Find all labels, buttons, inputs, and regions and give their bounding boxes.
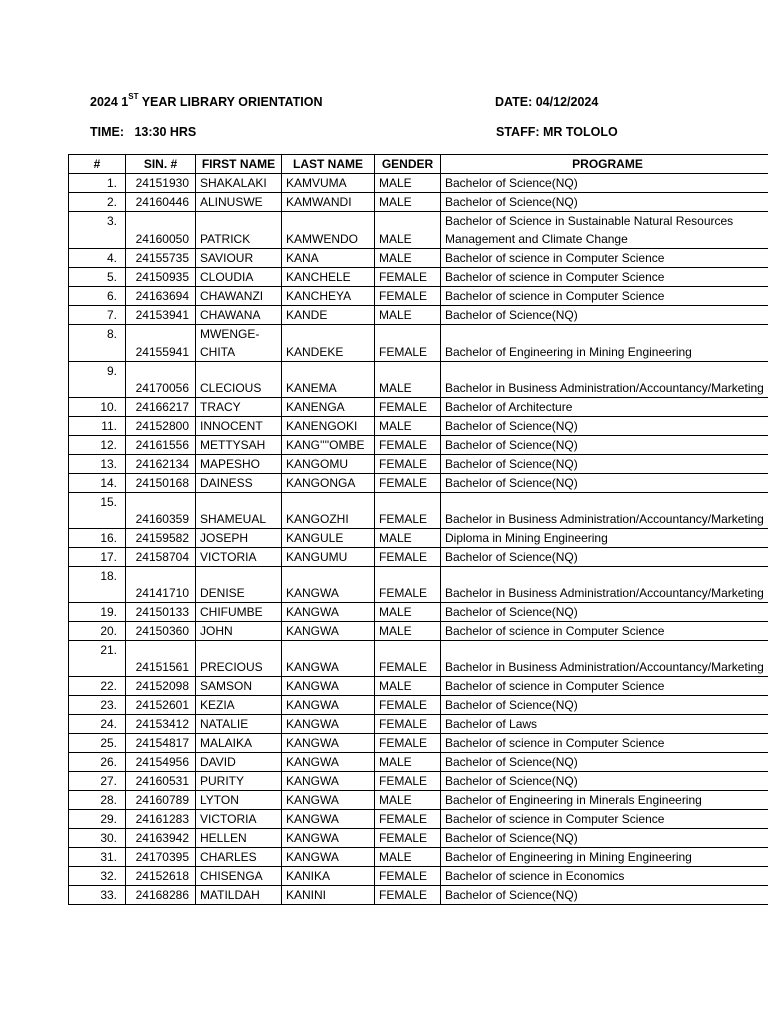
sin-cell: 24160359: [126, 493, 196, 529]
programme-cell: Bachelor of Science(NQ): [441, 474, 768, 493]
sin-cell: 24158704: [126, 548, 196, 567]
row-number: 32.: [69, 867, 126, 886]
row-number: 3.: [69, 212, 126, 249]
first-name-cell: CLOUDIA: [196, 268, 282, 287]
last-name-cell: KANGWA: [282, 753, 375, 772]
row-number: 19.: [69, 603, 126, 622]
programme-cell: Bachelor in Business Administration/Accountancy/Marketing: [441, 641, 768, 677]
gender-cell: MALE: [375, 362, 441, 398]
row-number: 20.: [69, 622, 126, 641]
first-name-cell: JOSEPH: [196, 529, 282, 548]
last-name-cell: KANGUMU: [282, 548, 375, 567]
gender-cell: MALE: [375, 791, 441, 810]
row-number: 13.: [69, 455, 126, 474]
gender-cell: FEMALE: [375, 493, 441, 529]
sin-cell: 24151561: [126, 641, 196, 677]
sin-cell: 24152800: [126, 417, 196, 436]
row-number: 30.: [69, 829, 126, 848]
programme-cell: Bachelor of Science(NQ): [441, 696, 768, 715]
programme-cell: Bachelor of Science(NQ): [441, 417, 768, 436]
table-row: [69, 677, 768, 696]
table-row: [69, 193, 768, 212]
last-name-cell: KANGWA: [282, 829, 375, 848]
table-row: [69, 734, 768, 753]
programme-cell: Bachelor of Science(NQ): [441, 548, 768, 567]
last-name-cell: KANGWA: [282, 567, 375, 603]
table-row: [69, 848, 768, 867]
table-row: [69, 325, 768, 362]
sin-cell: 24154956: [126, 753, 196, 772]
last-name-cell: KANGOMU: [282, 455, 375, 474]
first-name-cell: CHIFUMBE: [196, 603, 282, 622]
table-row: [69, 268, 768, 287]
last-name-cell: KANDEKE: [282, 325, 375, 362]
programme-cell: Bachelor of Engineering in Mining Engineering: [441, 325, 768, 362]
row-number: 4.: [69, 249, 126, 268]
student-table: [68, 154, 768, 905]
gender-cell: MALE: [375, 212, 441, 249]
gender-cell: MALE: [375, 174, 441, 193]
row-number: 17.: [69, 548, 126, 567]
row-number: 18.: [69, 567, 126, 603]
sin-cell: 24161283: [126, 810, 196, 829]
row-number: 25.: [69, 734, 126, 753]
first-name-cell: HELLEN: [196, 829, 282, 848]
programme-cell: Bachelor of science in Computer Science: [441, 677, 768, 696]
staff-name: STAFF: MR TOLOLO: [496, 125, 618, 139]
programme-cell: Bachelor of Science(NQ): [441, 174, 768, 193]
programme-cell: Bachelor of science in Computer Science: [441, 268, 768, 287]
sin-cell: 24151930: [126, 174, 196, 193]
sin-cell: 24152601: [126, 696, 196, 715]
session-time: TIME: 13:30 HRS: [90, 125, 197, 139]
row-number: 7.: [69, 306, 126, 325]
table-row: [69, 174, 768, 193]
programme-cell: Bachelor of Science(NQ): [441, 603, 768, 622]
row-number: 15.: [69, 493, 126, 529]
table-body: [69, 174, 768, 905]
row-number: 2.: [69, 193, 126, 212]
table-row: [69, 753, 768, 772]
first-name-cell: NATALIE: [196, 715, 282, 734]
gender-cell: FEMALE: [375, 325, 441, 362]
row-number: 12.: [69, 436, 126, 455]
last-name-cell: KANEMA: [282, 362, 375, 398]
gender-cell: FEMALE: [375, 455, 441, 474]
gender-cell: MALE: [375, 417, 441, 436]
first-name-cell: MAPESHO: [196, 455, 282, 474]
sin-cell: 24150133: [126, 603, 196, 622]
first-name-cell: CHARLES: [196, 848, 282, 867]
gender-cell: MALE: [375, 306, 441, 325]
table-row: [69, 493, 768, 529]
last-name-cell: KANGONGA: [282, 474, 375, 493]
table-row: [69, 455, 768, 474]
sin-cell: 24155941: [126, 325, 196, 362]
last-name-cell: KAMVUMA: [282, 174, 375, 193]
gender-cell: MALE: [375, 249, 441, 268]
programme-cell: Bachelor in Business Administration/Accountancy/Marketing: [441, 567, 768, 603]
row-number: 21.: [69, 641, 126, 677]
row-number: 9.: [69, 362, 126, 398]
sin-cell: 24163942: [126, 829, 196, 848]
first-name-cell: CLECIOUS: [196, 362, 282, 398]
programme-cell: Bachelor of Laws: [441, 715, 768, 734]
table-row: [69, 529, 768, 548]
first-name-cell: SAMSON: [196, 677, 282, 696]
programme-cell: Bachelor in Business Administration/Accountancy/Marketing: [441, 493, 768, 529]
gender-cell: FEMALE: [375, 696, 441, 715]
document-title: 2024 1ST YEAR LIBRARY ORIENTATION: [90, 92, 323, 109]
row-number: 10.: [69, 398, 126, 417]
programme-cell: Diploma in Mining Engineering: [441, 529, 768, 548]
programme-cell: Bachelor of science in Computer Science: [441, 810, 768, 829]
last-name-cell: KANGWA: [282, 622, 375, 641]
gender-cell: MALE: [375, 677, 441, 696]
programme-cell: Bachelor of Science(NQ): [441, 455, 768, 474]
sin-cell: 24170395: [126, 848, 196, 867]
programme-cell: Bachelor of Science(NQ): [441, 753, 768, 772]
first-name-cell: CHAWANZI: [196, 287, 282, 306]
last-name-cell: KAMWENDO: [282, 212, 375, 249]
first-name-cell: JOHN: [196, 622, 282, 641]
table-row: [69, 306, 768, 325]
row-number: 1.: [69, 174, 126, 193]
last-name-cell: KANIKA: [282, 867, 375, 886]
table-row: [69, 641, 768, 677]
first-name-cell: MATILDAH: [196, 886, 282, 905]
programme-cell: Bachelor of Engineering in Mining Engineering: [441, 848, 768, 867]
gender-cell: MALE: [375, 622, 441, 641]
column-header-number: #: [69, 155, 126, 174]
sin-cell: 24159582: [126, 529, 196, 548]
gender-cell: FEMALE: [375, 548, 441, 567]
gender-cell: FEMALE: [375, 287, 441, 306]
last-name-cell: KANGWA: [282, 603, 375, 622]
table-row: [69, 567, 768, 603]
table-row: [69, 249, 768, 268]
row-number: 5.: [69, 268, 126, 287]
table-row: [69, 417, 768, 436]
table-row: [69, 886, 768, 905]
last-name-cell: KANCHELE: [282, 268, 375, 287]
sin-cell: 24141710: [126, 567, 196, 603]
programme-cell: Bachelor of science in Computer Science: [441, 249, 768, 268]
first-name-cell: CHAWANA: [196, 306, 282, 325]
last-name-cell: KANDE: [282, 306, 375, 325]
first-name-cell: DAVID: [196, 753, 282, 772]
row-number: 11.: [69, 417, 126, 436]
programme-cell: Bachelor of Science(NQ): [441, 306, 768, 325]
last-name-cell: KANGWA: [282, 677, 375, 696]
first-name-cell: PATRICK: [196, 212, 282, 249]
first-name-cell: MALAIKA: [196, 734, 282, 753]
programme-cell: Bachelor of science in Computer Science: [441, 622, 768, 641]
sin-cell: 24170056: [126, 362, 196, 398]
table-row: [69, 398, 768, 417]
sin-cell: 24150168: [126, 474, 196, 493]
gender-cell: MALE: [375, 529, 441, 548]
sin-cell: 24163694: [126, 287, 196, 306]
column-header-first-name: FIRST NAME: [196, 155, 282, 174]
gender-cell: FEMALE: [375, 886, 441, 905]
table-header-row: [69, 155, 768, 174]
gender-cell: MALE: [375, 753, 441, 772]
first-name-cell: PURITY: [196, 772, 282, 791]
gender-cell: MALE: [375, 603, 441, 622]
table-row: [69, 287, 768, 306]
sin-cell: 24150360: [126, 622, 196, 641]
last-name-cell: KANG''''OMBE: [282, 436, 375, 455]
row-number: 24.: [69, 715, 126, 734]
programme-cell: Bachelor of Architecture: [441, 398, 768, 417]
column-header-last-name: LAST NAME: [282, 155, 375, 174]
table-row: [69, 696, 768, 715]
last-name-cell: KANGWA: [282, 696, 375, 715]
sin-cell: 24168286: [126, 886, 196, 905]
last-name-cell: KANGWA: [282, 810, 375, 829]
gender-cell: FEMALE: [375, 810, 441, 829]
first-name-cell: PRECIOUS: [196, 641, 282, 677]
gender-cell: FEMALE: [375, 268, 441, 287]
programme-cell: Bachelor of science in Computer Science: [441, 287, 768, 306]
last-name-cell: KANA: [282, 249, 375, 268]
last-name-cell: KANGWA: [282, 734, 375, 753]
first-name-cell: SAVIOUR: [196, 249, 282, 268]
table-row: [69, 867, 768, 886]
first-name-cell: MWENGE-CHITA: [196, 325, 282, 362]
gender-cell: MALE: [375, 193, 441, 212]
gender-cell: FEMALE: [375, 715, 441, 734]
last-name-cell: KANGOZHI: [282, 493, 375, 529]
table-row: [69, 212, 768, 249]
first-name-cell: TRACY: [196, 398, 282, 417]
first-name-cell: VICTORIA: [196, 810, 282, 829]
first-name-cell: DENISE: [196, 567, 282, 603]
row-number: 27.: [69, 772, 126, 791]
column-header-programme: PROGRAME: [441, 155, 768, 174]
table-row: [69, 791, 768, 810]
gender-cell: FEMALE: [375, 398, 441, 417]
table-row: [69, 603, 768, 622]
first-name-cell: SHAMEUAL: [196, 493, 282, 529]
first-name-cell: DAINESS: [196, 474, 282, 493]
first-name-cell: ALINUSWE: [196, 193, 282, 212]
sin-cell: 24162134: [126, 455, 196, 474]
sin-cell: 24150935: [126, 268, 196, 287]
last-name-cell: KANGWA: [282, 641, 375, 677]
gender-cell: FEMALE: [375, 829, 441, 848]
first-name-cell: LYTON: [196, 791, 282, 810]
gender-cell: FEMALE: [375, 567, 441, 603]
first-name-cell: KEZIA: [196, 696, 282, 715]
row-number: 22.: [69, 677, 126, 696]
column-header-gender: GENDER: [375, 155, 441, 174]
last-name-cell: KANGWA: [282, 772, 375, 791]
table-row: [69, 548, 768, 567]
column-header-sin: SIN. #: [126, 155, 196, 174]
first-name-cell: SHAKALAKI: [196, 174, 282, 193]
gender-cell: FEMALE: [375, 867, 441, 886]
last-name-cell: KANGWA: [282, 791, 375, 810]
row-number: 26.: [69, 753, 126, 772]
programme-cell: Bachelor of Engineering in Minerals Engineering: [441, 791, 768, 810]
row-number: 33.: [69, 886, 126, 905]
programme-cell: Bachelor of science in Computer Science: [441, 734, 768, 753]
programme-cell: Bachelor of science in Economics: [441, 867, 768, 886]
table-row: [69, 810, 768, 829]
gender-cell: FEMALE: [375, 641, 441, 677]
row-number: 16.: [69, 529, 126, 548]
sin-cell: 24153412: [126, 715, 196, 734]
programme-cell: Bachelor of Science(NQ): [441, 193, 768, 212]
sin-cell: 24160446: [126, 193, 196, 212]
sin-cell: 24160050: [126, 212, 196, 249]
programme-cell: Bachelor of Science in Sustainable Natural Resources Management and Climate Change: [441, 212, 768, 249]
last-name-cell: KANCHEYA: [282, 287, 375, 306]
first-name-cell: METTYSAH: [196, 436, 282, 455]
table-row: [69, 362, 768, 398]
row-number: 8.: [69, 325, 126, 362]
table-row: [69, 715, 768, 734]
table-row: [69, 474, 768, 493]
gender-cell: FEMALE: [375, 734, 441, 753]
programme-cell: Bachelor of Science(NQ): [441, 436, 768, 455]
table-row: [69, 436, 768, 455]
sin-cell: 24161556: [126, 436, 196, 455]
programme-cell: Bachelor of Science(NQ): [441, 829, 768, 848]
programme-cell: Bachelor in Business Administration/Accountancy/Marketing: [441, 362, 768, 398]
sin-cell: 24160789: [126, 791, 196, 810]
table-row: [69, 622, 768, 641]
first-name-cell: INNOCENT: [196, 417, 282, 436]
row-number: 6.: [69, 287, 126, 306]
row-number: 14.: [69, 474, 126, 493]
gender-cell: FEMALE: [375, 772, 441, 791]
row-number: 29.: [69, 810, 126, 829]
table-row: [69, 772, 768, 791]
last-name-cell: KANENGOKI: [282, 417, 375, 436]
sin-cell: 24160531: [126, 772, 196, 791]
sin-cell: 24152618: [126, 867, 196, 886]
sin-cell: 24155735: [126, 249, 196, 268]
last-name-cell: KANENGA: [282, 398, 375, 417]
sin-cell: 24152098: [126, 677, 196, 696]
table-row: [69, 829, 768, 848]
programme-cell: Bachelor of Science(NQ): [441, 886, 768, 905]
last-name-cell: KANGULE: [282, 529, 375, 548]
row-number: 23.: [69, 696, 126, 715]
sin-cell: 24166217: [126, 398, 196, 417]
row-number: 31.: [69, 848, 126, 867]
gender-cell: FEMALE: [375, 436, 441, 455]
last-name-cell: KANGWA: [282, 848, 375, 867]
gender-cell: FEMALE: [375, 474, 441, 493]
session-date: DATE: 04/12/2024: [495, 95, 599, 109]
last-name-cell: KANINI: [282, 886, 375, 905]
first-name-cell: CHISENGA: [196, 867, 282, 886]
sin-cell: 24153941: [126, 306, 196, 325]
sin-cell: 24154817: [126, 734, 196, 753]
last-name-cell: KAMWANDI: [282, 193, 375, 212]
programme-cell: Bachelor of Science(NQ): [441, 772, 768, 791]
gender-cell: MALE: [375, 848, 441, 867]
row-number: 28.: [69, 791, 126, 810]
first-name-cell: VICTORIA: [196, 548, 282, 567]
last-name-cell: KANGWA: [282, 715, 375, 734]
